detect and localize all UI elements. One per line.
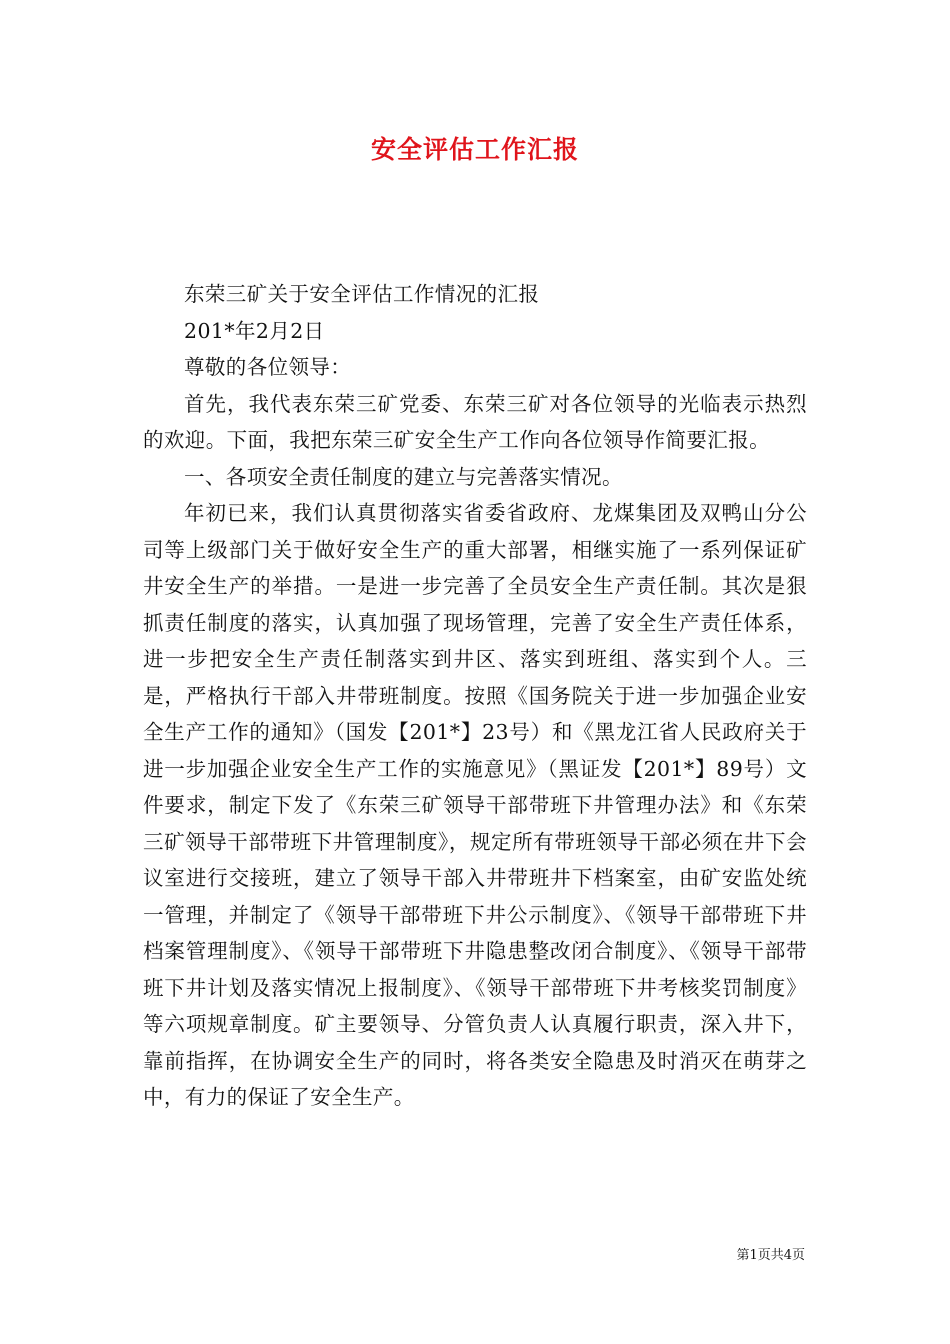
page-number: 第1页共4页 bbox=[736, 1248, 805, 1263]
opening-paragraph: 首先，我代表东荣三矿党委、东荣三矿对各位领导的光临表示热烈的欢迎。下面，我把东荣三矿安全生产工作向各位领导作简要汇报。 bbox=[143, 391, 807, 452]
report-date: 201*年2月2日 bbox=[184, 318, 325, 343]
report-subject-line: 东荣三矿关于安全评估工作情况的汇报 bbox=[184, 282, 540, 306]
section-1-body: 年初已来，我们认真贯彻落实省委省政府、龙煤集团及双鸭山分公司等上级部门关于做好安全生产的重大部署，相继实施了一系列保证矿井安全生产的举措。一是进一步完善了全员安全生产责任制。其次是狠抓责任制度的落实，认真加强了现场管理，完善了安全生产责任体系，进一步把安全生产责任制落实到井区、落实到班组、落实到个人。三是，严格执行干部入井带班制度。按照《国务院关于进一步加强企业安全生产工作的通知》（国发【201*】23号）和《黑龙江省人民政府关于进一步加强企业安全生产工作的实施意见》（黑证发【201*】89号）文件要求，制定下发了《东荣三矿领导干部带班下井管理办法》和《东荣三矿领导干部带班下井管理制度》，规定所有带班领导干部必须在井下会议室进行交接班，建立了领导干部入井带班井下档案室，由矿安监处统一管理，并制定了《领导干部带班下井公示制度》、《领导干部带班下井档案管理制度》、《领导干部带班下井隐患整改闭合制度》、《领导干部带班下井计划及落实情况上报制度》、《领导干部带班下井考核奖罚制度》等六项规章制度。矿主要领导、分管负责人认真履行职责，深入井下，靠前指挥，在协调安全生产的同时，将各类安全隐患及时消灭在萌芽之中，有力的保证了安全生产。 bbox=[143, 501, 807, 1109]
salutation: 尊敬的各位领导： bbox=[184, 355, 352, 379]
document-body bbox=[143, 276, 807, 1116]
document-title: 安全评估工作汇报 bbox=[370, 135, 579, 164]
section-heading-1: 一、各项安全责任制度的建立与完善落实情况。 bbox=[184, 464, 623, 489]
